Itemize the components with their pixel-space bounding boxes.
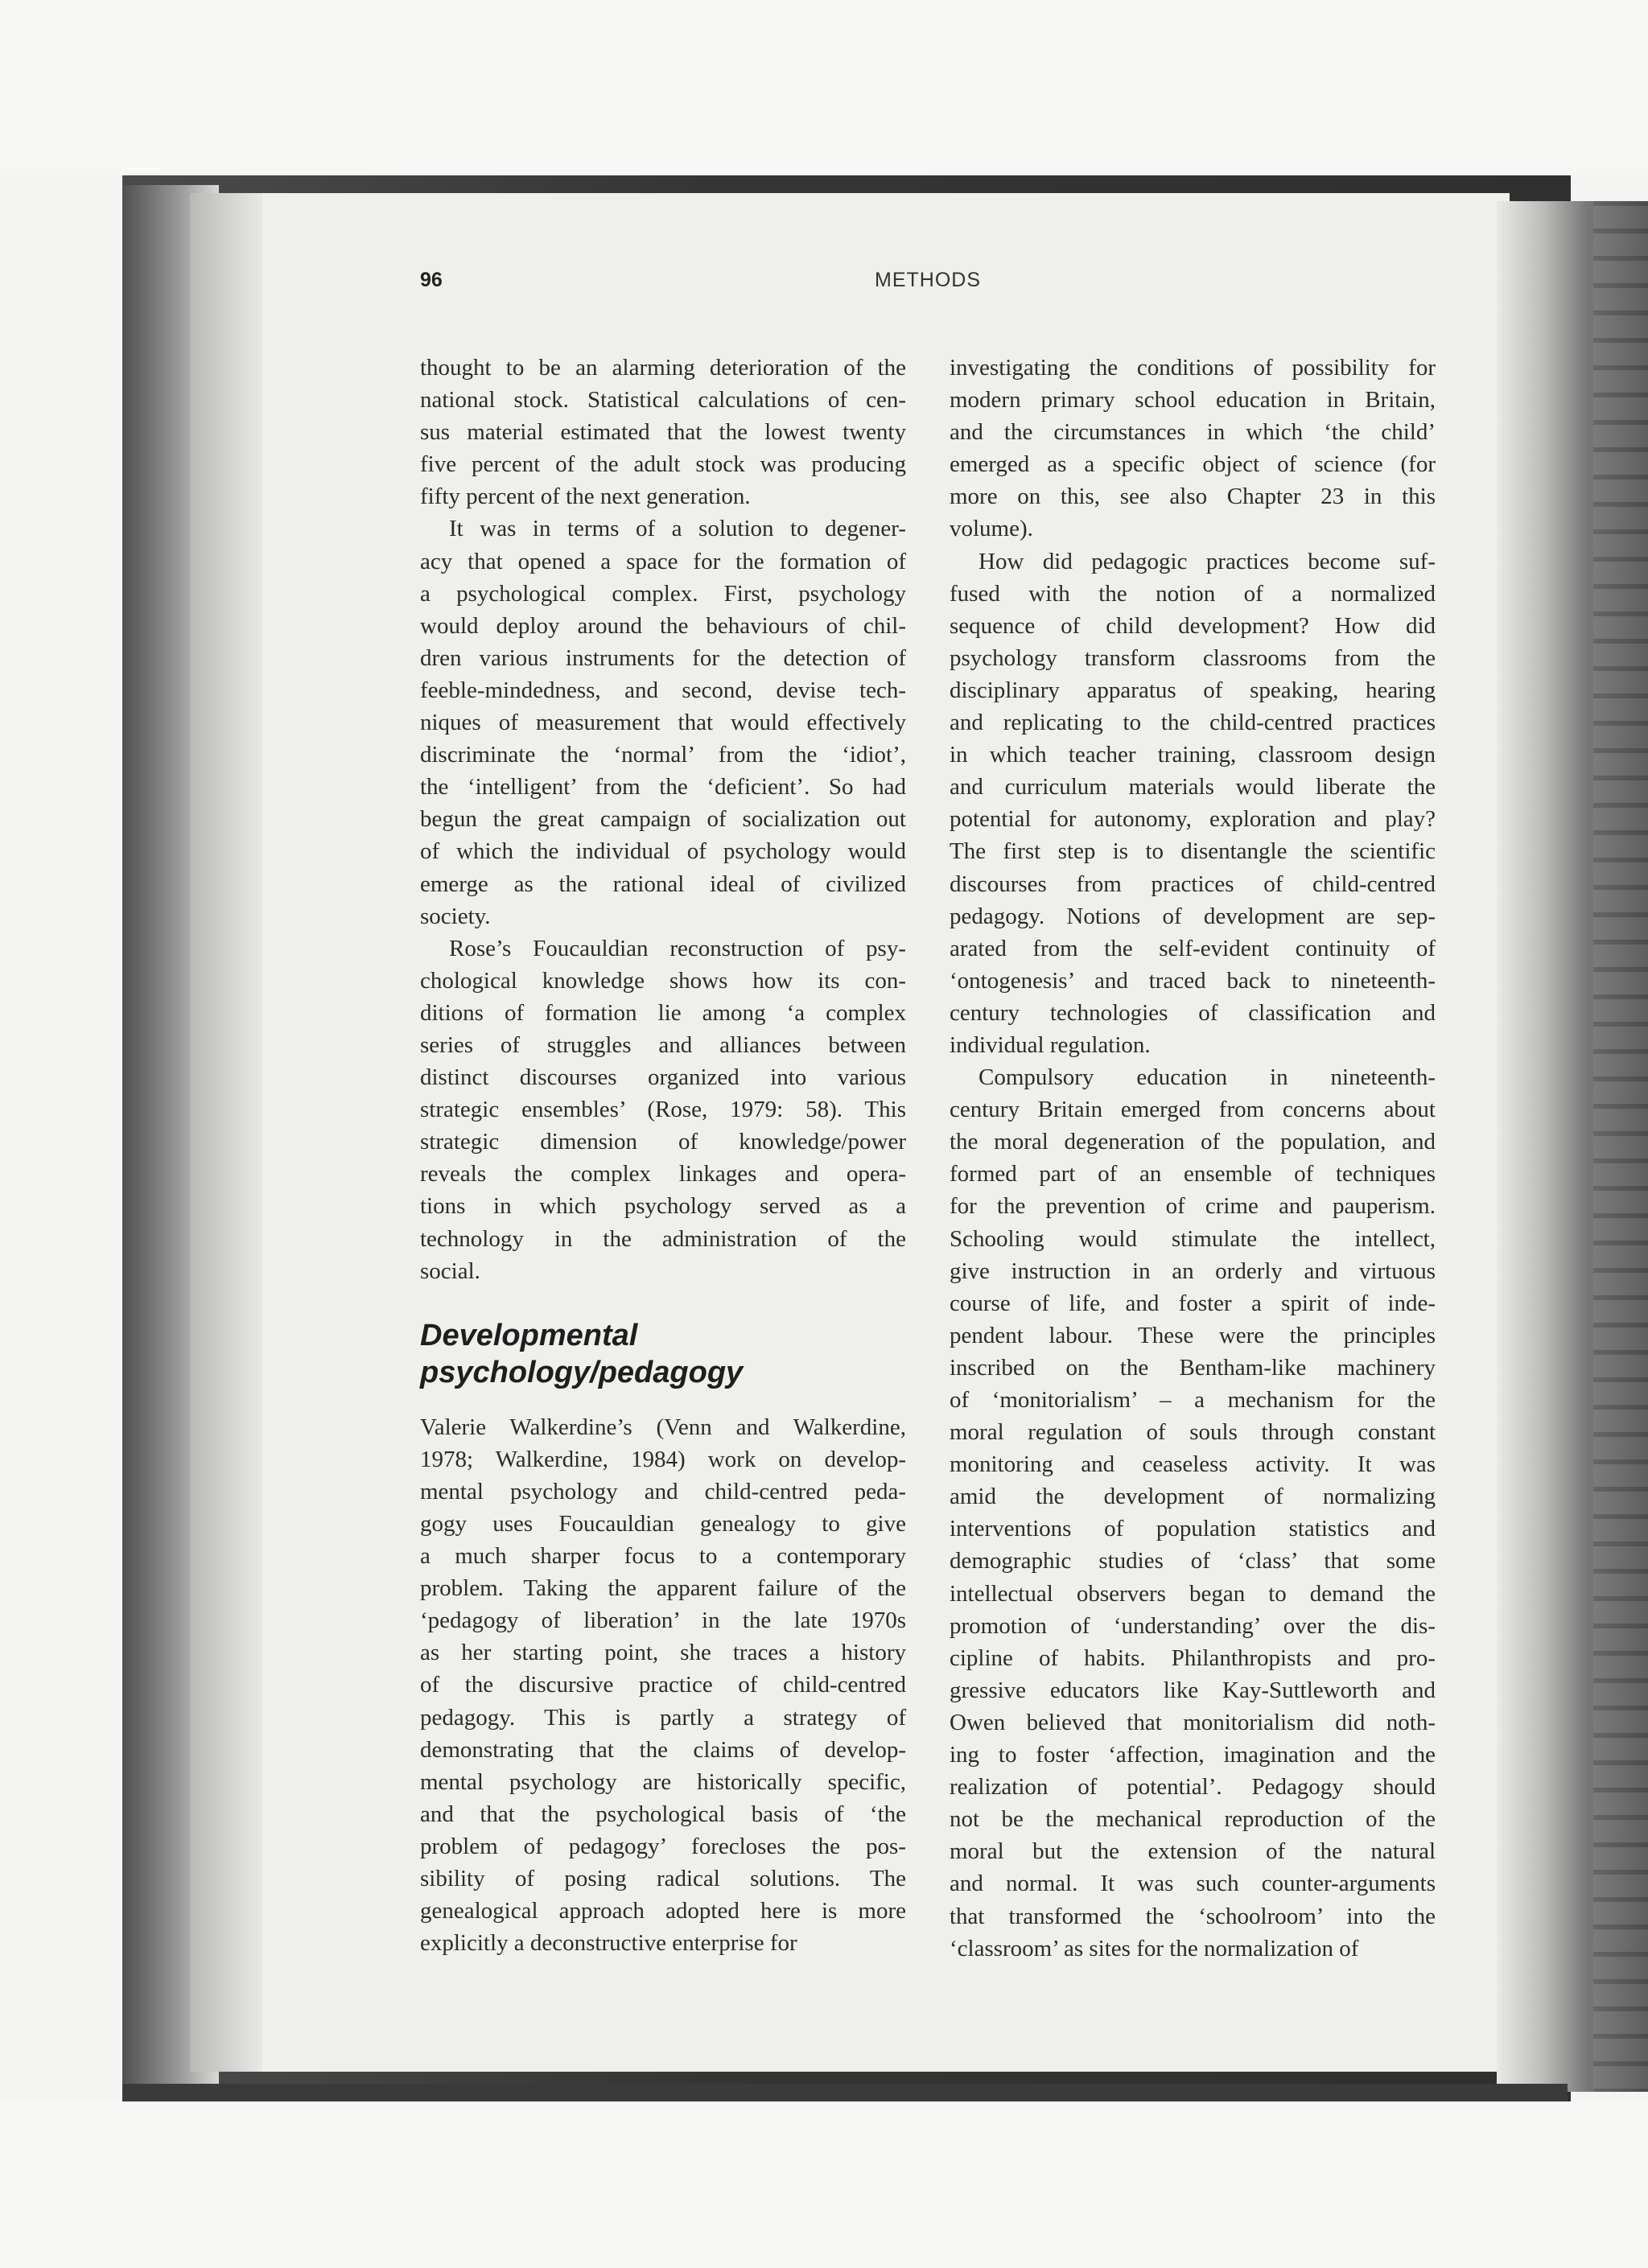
text-line: investigating the conditions of possibility for	[950, 355, 1436, 381]
text-line: and replicating to the child-centred practices	[950, 710, 1436, 736]
paragraph	[420, 512, 906, 932]
text-line: 1978; Walkerdine, 1984) work on develop-	[420, 1446, 906, 1472]
text-line: century Britain emerged from concerns about	[950, 1097, 1436, 1123]
text-line: How did pedagogic practices become suf-	[978, 548, 1436, 574]
text-line: feeble-mindedness, and second, devise tech-	[420, 677, 906, 703]
text-line: more on this, see also Chapter 23 in this	[950, 484, 1436, 510]
text-line: national stock. Statistical calculations of cen-	[420, 387, 906, 414]
text-line: strategic dimension of knowledge/power	[420, 1129, 906, 1155]
text-line: pedagogy. This is partly a strategy of	[420, 1704, 906, 1731]
text-line: dren various instruments for the detection of	[420, 644, 906, 671]
paragraph	[420, 1411, 906, 1960]
text-line: would deploy around the behaviours of chil-	[420, 612, 906, 639]
text-line: ‘classroom’ as sites for the normalization of	[950, 1935, 1359, 1961]
text-line: sequence of child development? How did	[950, 612, 1436, 639]
text-line: a psychological complex. First, psychology	[420, 580, 906, 607]
text-line: demographic studies of ‘class’ that some	[950, 1548, 1436, 1574]
page-edge-stack	[1593, 201, 1648, 2092]
scan-background-top	[0, 0, 1648, 175]
text-line: begun the great campaign of socialization out	[420, 806, 906, 833]
text-line: gressive educators like Kay-Suttleworth and	[950, 1677, 1436, 1703]
text-line: discriminate the ‘normal’ from the ‘idiot’,	[420, 742, 906, 768]
text-line: and normal. It was such counter-arguments	[950, 1871, 1436, 1897]
text-line: five percent of the adult stock was producing	[420, 451, 906, 478]
text-line: in which teacher training, classroom design	[950, 742, 1436, 768]
running-head	[420, 269, 1436, 301]
text-line: that transformed the ‘schoolroom’ into the	[950, 1903, 1436, 1929]
text-line: genealogical approach adopted here is more	[420, 1898, 906, 1924]
text-line: pedagogy. Notions of development are sep-	[950, 903, 1436, 929]
left-text-column	[420, 352, 906, 1959]
text-line: ing to foster ‘affection, imagination and the	[950, 1742, 1436, 1768]
text-line: sus material estimated that the lowest twenty	[420, 419, 906, 446]
text-line: social.	[420, 1257, 480, 1284]
paragraph	[420, 932, 906, 1287]
text-line: individual regulation.	[950, 1031, 1151, 1058]
text-line: emerged as a specific object of science (for	[950, 451, 1436, 478]
running-title: METHODS	[875, 269, 981, 291]
text-line: promotion of ‘understanding’ over the dis-	[950, 1612, 1436, 1639]
text-line: niques of measurement that would effectively	[420, 710, 906, 736]
text-line: mental psychology are historically specific,	[420, 1768, 906, 1795]
text-line: moral regulation of souls through constant	[950, 1419, 1436, 1446]
text-line: Valerie Walkerdine’s (Venn and Walkerdine,	[420, 1414, 906, 1440]
text-line: It was in terms of a solution to degener-	[449, 516, 906, 542]
text-line: a much sharper focus to a contemporary	[420, 1543, 906, 1570]
text-line: of the discursive practice of child-centred	[420, 1672, 906, 1698]
text-line: century technologies of classification and	[950, 999, 1436, 1026]
text-line: fifty percent of the next generation.	[420, 484, 751, 510]
text-line: series of struggles and alliances between	[420, 1031, 906, 1058]
text-line: intellectual observers began to demand the	[950, 1580, 1436, 1607]
text-line: strategic ensembles’ (Rose, 1979: 58). This	[420, 1097, 906, 1123]
text-line: problem of pedagogy’ forecloses the pos-	[420, 1833, 906, 1859]
text-line: reveals the complex linkages and opera-	[420, 1161, 906, 1188]
text-line: course of life, and foster a spirit of inde-	[950, 1290, 1436, 1316]
text-line: as her starting point, she traces a history	[420, 1640, 906, 1666]
text-line: inscribed on the Bentham-like machinery	[950, 1354, 1436, 1381]
text-line: tions in which psychology served as a	[420, 1193, 906, 1220]
text-line: Rose’s Foucauldian reconstruction of psy-	[449, 935, 906, 961]
text-line: gogy uses Foucauldian genealogy to give	[420, 1511, 906, 1537]
text-line: moral but the extension of the natural	[950, 1838, 1436, 1865]
text-line: technology in the administration of the	[420, 1225, 906, 1252]
text-line: cipline of habits. Philanthropists and pro-	[950, 1644, 1436, 1671]
section-heading-line: Developmental	[420, 1318, 638, 1352]
text-line: Schooling would stimulate the intellect,	[950, 1225, 1436, 1252]
paragraph	[950, 1061, 1436, 1965]
text-line: psychology transform classrooms from the	[950, 644, 1436, 671]
text-line: interventions of population statistics and	[950, 1516, 1436, 1542]
text-line: not be the mechanical reproduction of the	[950, 1806, 1436, 1833]
text-line: demonstrating that the claims of develop-	[420, 1736, 906, 1763]
text-line: ‘ontogenesis’ and traced back to nineteenth-	[950, 967, 1436, 994]
text-line: explicitly a deconstructive enterprise for	[420, 1930, 797, 1957]
text-line: of ‘monitorialism’ – a mechanism for the	[950, 1387, 1436, 1413]
text-line: ditions of formation lie among ‘a complex	[420, 999, 906, 1026]
scan-background-bottom	[0, 2101, 1648, 2268]
paragraph	[420, 352, 906, 512]
text-line: mental psychology and child-centred peda-	[420, 1478, 906, 1504]
section-heading-line: psychology/pedagogy	[420, 1355, 744, 1389]
text-line: Owen believed that monitorialism did noth-	[950, 1709, 1436, 1735]
text-line: discourses from practices of child-centred	[950, 871, 1436, 897]
page-gutter	[190, 193, 262, 2072]
text-line: the ‘intelligent’ from the ‘deficient’. So had	[420, 774, 906, 801]
text-line: monitoring and ceaseless activity. It was	[950, 1451, 1436, 1478]
text-line: problem. Taking the apparent failure of the	[420, 1575, 906, 1602]
text-line: realization of potential’. Pedagogy should	[950, 1774, 1436, 1801]
text-line: give instruction in an orderly and virtuous	[950, 1257, 1436, 1284]
text-line: sibility of posing radical solutions. The	[420, 1866, 906, 1892]
text-line: ‘pedagogy of liberation’ in the late 1970s	[420, 1607, 906, 1634]
text-line: society.	[420, 903, 491, 929]
text-line: disciplinary apparatus of speaking, hearing	[950, 677, 1436, 703]
text-line: and the circumstances in which ‘the child’	[950, 419, 1436, 446]
text-line: formed part of an ensemble of techniques	[950, 1161, 1436, 1188]
paragraph	[950, 352, 1436, 545]
text-line: and curriculum materials would liberate the	[950, 774, 1436, 801]
text-line: modern primary school education in Britain,	[950, 387, 1436, 414]
text-line: potential for autonomy, exploration and play?	[950, 806, 1436, 833]
text-line: volume).	[950, 516, 1033, 542]
text-line: chological knowledge shows how its con-	[420, 967, 906, 994]
text-line: distinct discourses organized into various	[420, 1064, 906, 1091]
text-line: thought to be an alarming deterioration of the	[420, 355, 906, 381]
text-line: the moral degeneration of the population, and	[950, 1129, 1436, 1155]
right-text-column	[950, 352, 1436, 1965]
text-line: amid the development of normalizing	[950, 1484, 1436, 1510]
text-line: pendent labour. These were the principles	[950, 1322, 1436, 1348]
page-number: 96	[420, 269, 443, 291]
text-line: for the prevention of crime and pauperism.	[950, 1193, 1436, 1220]
section-heading	[420, 1317, 906, 1391]
text-line: of which the individual of psychology would	[420, 838, 906, 865]
paragraph	[950, 545, 1436, 1062]
text-line: Compulsory education in nineteenth-	[978, 1064, 1436, 1091]
text-line: acy that opened a space for the formation of	[420, 548, 906, 574]
text-line: The first step is to disentangle the scientific	[950, 838, 1436, 865]
text-line: and that the psychological basis of ‘the	[420, 1801, 906, 1827]
text-line: fused with the notion of a normalized	[950, 580, 1436, 607]
text-line: arated from the self-evident continuity of	[950, 935, 1436, 961]
text-line: emerge as the rational ideal of civilized	[420, 871, 906, 897]
